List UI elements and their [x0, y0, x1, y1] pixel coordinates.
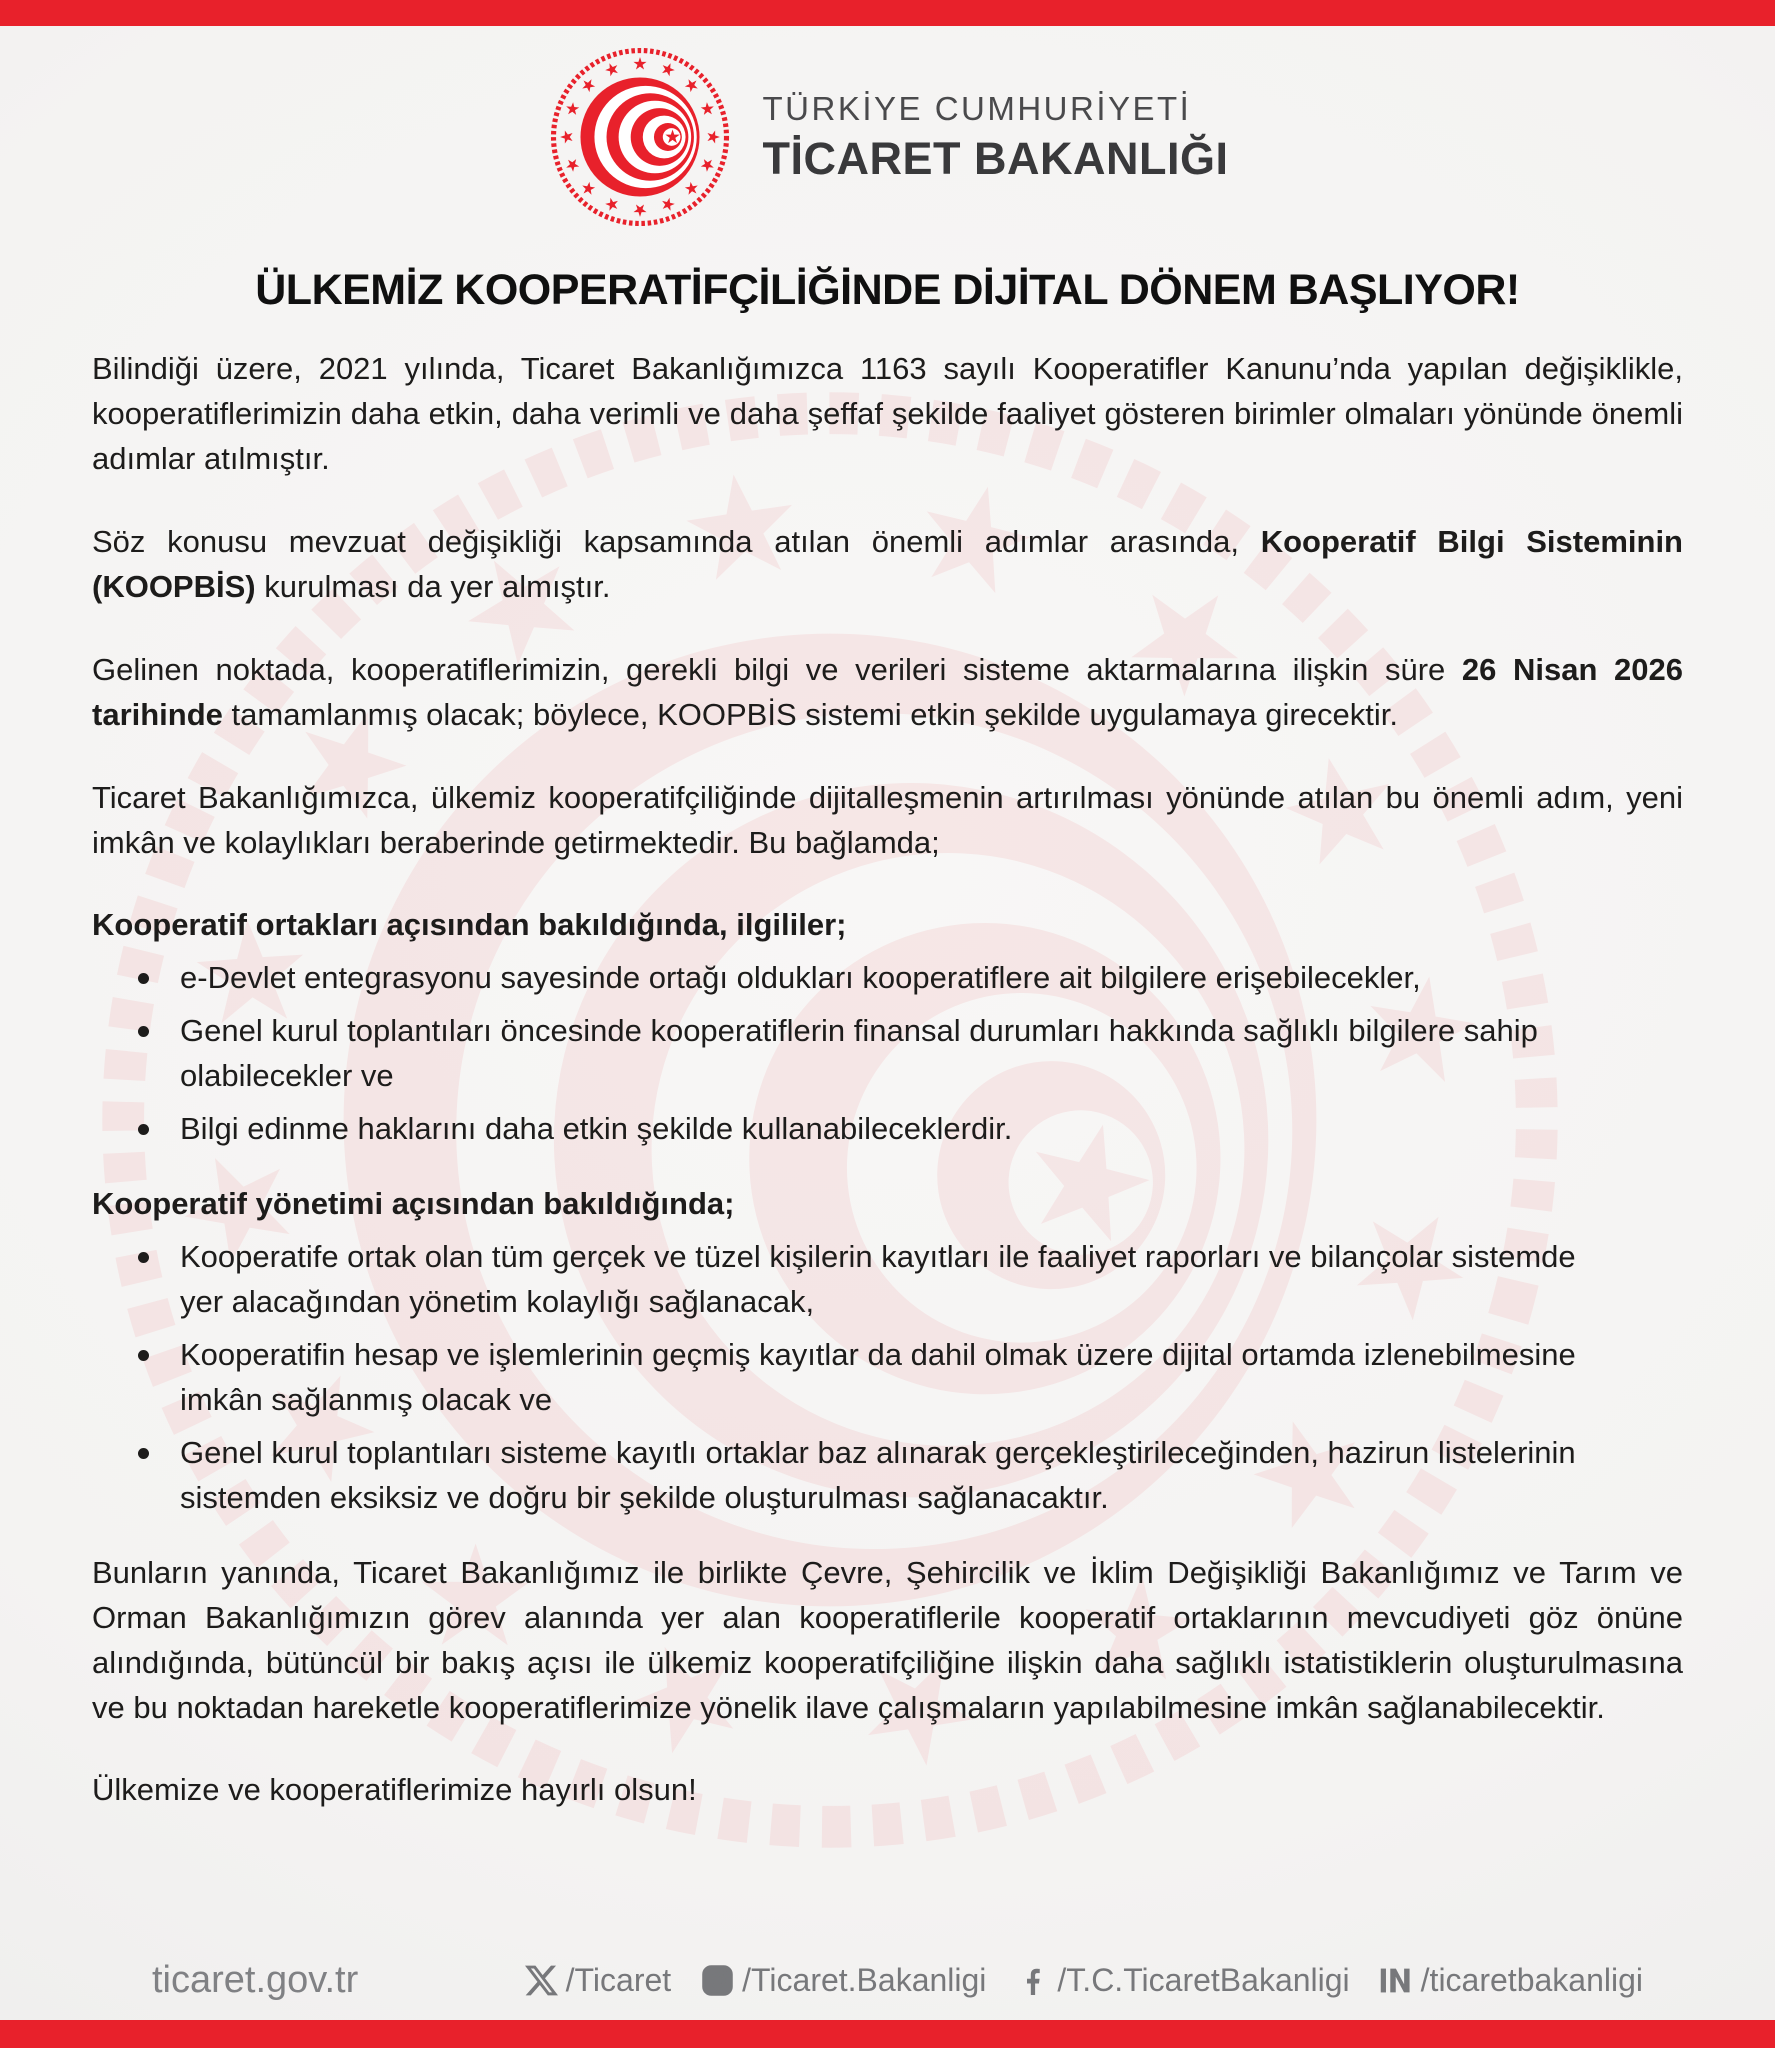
social-instagram[interactable]	[701, 1962, 986, 1999]
section-heading-partners: Kooperatif ortakları açısından bakıldığında, ilgililer;	[92, 907, 847, 943]
brand-republic-line: TÜRKİYE CUMHURİYETİ	[762, 89, 1192, 127]
instagram-icon	[701, 1964, 734, 1997]
paragraph-ministries: Bunların yanında, Ticaret Bakanlığımız ile birlikte Çevre, Şehircilik ve İklim Değişikliği Bakanlığımız ve Tarım ve Orman Bakanlığımızın görev alanında yer alan kooperatiflerile kooperatif ortaklarının mevcudiyeti göz önüne alındığında, bütüncül bir bakış açısı ile ülkemiz kooperatifçiliğine ilişkin daha sağlıklı istatistiklerin oluşturulmasına ve bu noktadan hareketle kooperatiflerimize yönelik ilave çalışmaların yapılabilmesine imkân sağlanabilecektir.	[92, 1554, 1683, 1725]
paragraph-deadline-post: tamamlanmış olacak; böylece, KOOPBİS sistemi etkin şekilde uygulamaya girecektir.	[222, 696, 1398, 732]
paragraph-koopbis	[92, 520, 1683, 610]
management-bullet-list	[92, 1235, 1683, 1521]
social-facebook[interactable]	[1016, 1962, 1349, 1999]
social-handle: /Ticaret.Bakanligi	[742, 1962, 987, 1998]
list-item: Genel kurul toplantıları sisteme kayıtlı ortaklar baz alınarak gerçekleştirileceğinden, hazirun listelerinin sistemden eksiksiz ve doğru bir şekilde oluşturulması sağlanacaktır.	[92, 1431, 1683, 1521]
social-handle: /ticaretbakanligi	[1420, 1962, 1643, 1998]
list-item: Bilgi edinme haklarını daha etkin şekilde kullanabileceklerdir.	[92, 1107, 1683, 1152]
paragraph-koopbis-pre: Söz konusu mevzuat değişikliği kapsamında atılan önemli adımlar arasında,	[92, 523, 1261, 559]
paragraph-deadline-pre: Gelinen noktada, kooperatiflerimizin, gerekli bilgi ve verileri sisteme aktarmalarına ilişkin süre	[92, 651, 1462, 687]
koopbis-bold-text: Kooperatif Bilgi Sisteminin (KOOPBİS)	[92, 523, 1683, 604]
facebook-icon	[1016, 1964, 1049, 1997]
paragraph-deadline	[92, 648, 1683, 738]
list-item: Kooperatifin hesap ve işlemlerinin geçmiş kayıtlar da dahil olmak üzere dijital ortamda izlenebilmesine imkân sağlanmış olacak ve	[92, 1333, 1683, 1423]
nsosyal-icon	[1380, 1964, 1413, 1997]
deadline-bold-text: 26 Nisan 2026 tarihinde	[92, 651, 1683, 732]
social-x[interactable]	[525, 1962, 672, 1999]
brand-ministry-line: TİCARET BAKANLIĞI	[762, 132, 1229, 184]
paragraph-digitalization: Ticaret Bakanlığımızca, ülkemiz kooperatifçiliğinde dijitalleşmenin artırılması yönünde atılan bu önemli adım, yeni imkân ve kolaylıkları beraberinde getirmektedir. Bu bağlamda;	[92, 779, 1683, 860]
x-icon	[525, 1964, 558, 1997]
ministry-logo-lockup	[0, 0, 1775, 230]
paragraph-koopbis-post: kurulması da yer almıştır.	[255, 568, 611, 604]
closing-line: Ülkemize ve kooperatiflerimize hayırlı olsun!	[92, 1772, 697, 1808]
ministry-emblem-icon	[547, 44, 733, 230]
website-link[interactable]: ticaret.gov.tr	[152, 1959, 359, 2001]
page-title: ÜLKEMİZ KOOPERATİFÇİLİĞİNDE DİJİTAL DÖNEM BAŞLIYOR!	[255, 266, 1520, 314]
partners-bullet-list	[92, 956, 1683, 1152]
list-item: Genel kurul toplantıları öncesinde kooperatiflerin finansal durumları hakkında sağlıklı bilgilere sahip olabilecekler ve	[92, 1009, 1683, 1099]
footer	[0, 1959, 1775, 2002]
social-nsosyal[interactable]	[1380, 1962, 1643, 1999]
social-handle: /T.C.TicaretBakanligi	[1057, 1962, 1350, 1998]
section-heading-management: Kooperatif yönetimi açısından bakıldığında;	[92, 1186, 735, 1222]
body-content	[92, 347, 1683, 1813]
paragraph-intro: Bilindiği üzere, 2021 yılında, Ticaret Bakanlığımızca 1163 sayılı Kooperatifler Kanunu’nda yapılan değişiklikle, kooperatiflerimizin daha etkin, daha verimli ve daha şeffaf şekilde faaliyet gösteren birimler olmaları yönünde önemli adımlar atılmıştır.	[92, 351, 1683, 476]
social-links	[525, 1962, 1643, 1999]
brand-text	[763, 90, 1229, 185]
social-handle: /Ticaret	[565, 1962, 672, 1998]
list-item: Kooperatife ortak olan tüm gerçek ve tüzel kişilerin kayıtları ile faaliyet raporları ve bilançolar sistemde yer alacağından yönetim kolaylığı sağlanacak,	[92, 1235, 1683, 1325]
bottom-red-bar	[0, 2020, 1775, 2048]
list-item: e-Devlet entegrasyonu sayesinde ortağı oldukları kooperatiflere ait bilgilere erişebilecekler,	[92, 956, 1683, 1001]
top-red-bar	[0, 0, 1775, 26]
